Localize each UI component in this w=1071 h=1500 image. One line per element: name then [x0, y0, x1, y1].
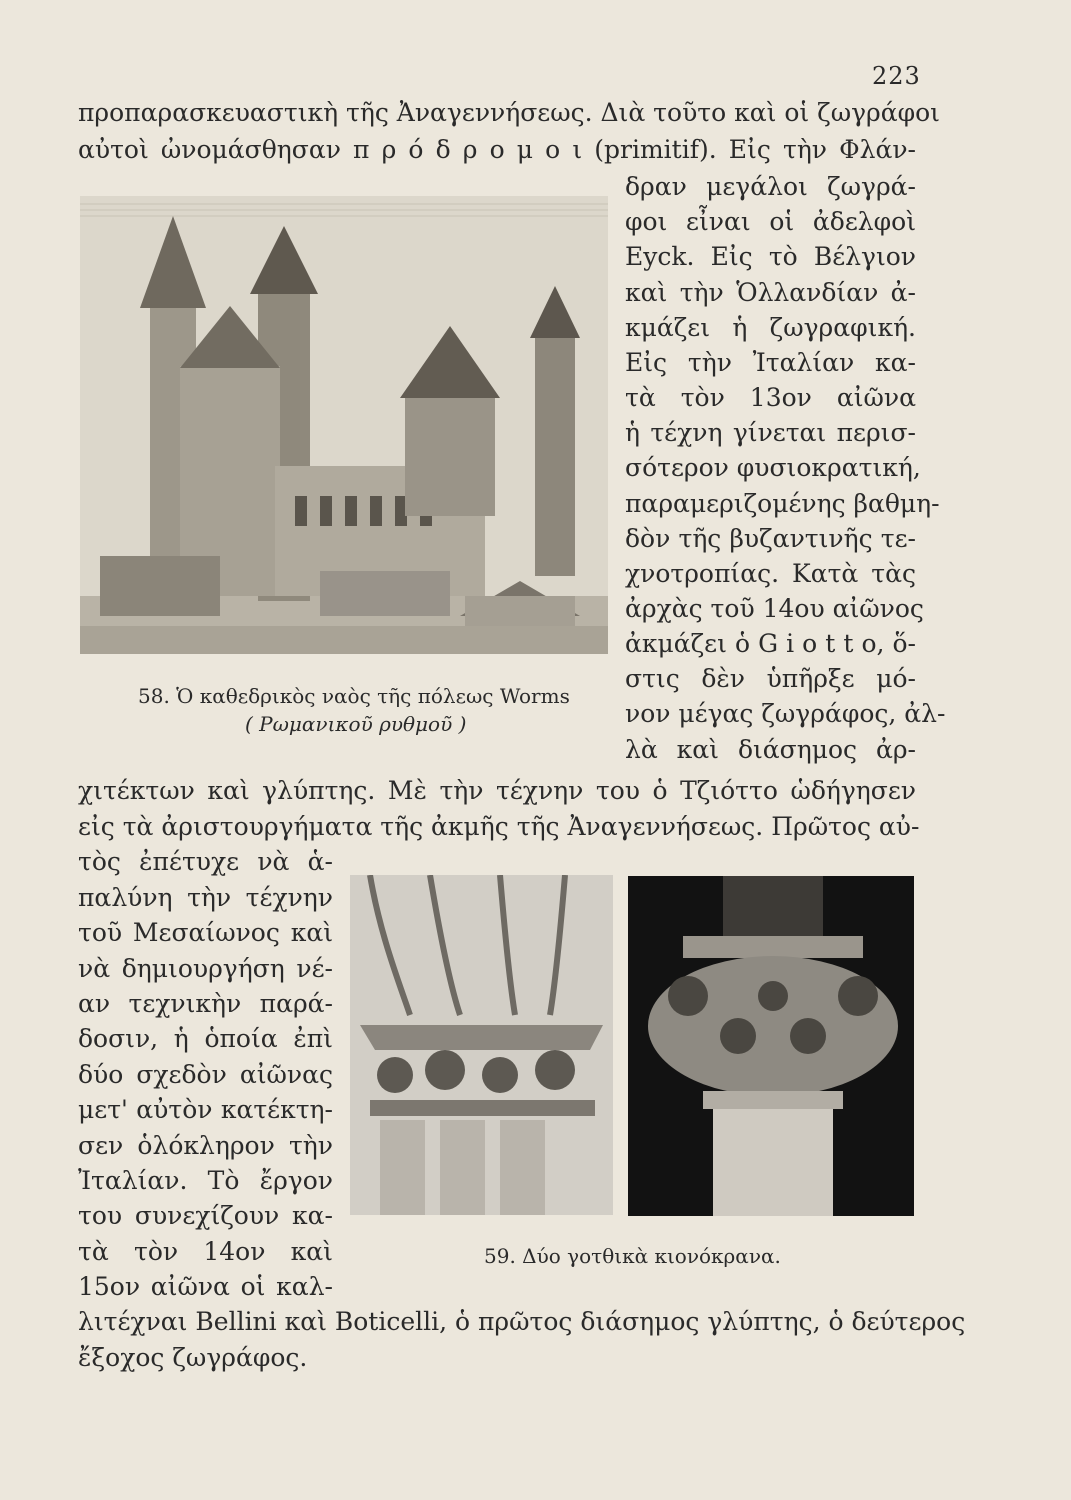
text-line: στις δὲν ὑπῆρξε μό-: [625, 664, 916, 693]
text-line: σότερον φυσιοκρατική,: [625, 453, 921, 482]
text-line: τὸς ἐπέτυχε νὰ ἁ-: [78, 847, 333, 876]
text-line: δὸν τῆς βυζαντινῆς τε-: [625, 524, 916, 553]
text-line: εἰς τὰ ἀριστουργήματα τῆς ἀκμῆς τῆς Ἀναγεννήσεως. Πρῶτος αὐ-: [78, 812, 920, 841]
text-line: αν τεχνικὴν παρά-: [78, 989, 333, 1018]
gothic-capital-photo-right: [628, 876, 914, 1216]
gothic-capital-photo-left: [350, 875, 613, 1215]
text-line: δύο σχεδὸν αἰῶνας: [78, 1060, 333, 1089]
text-line: τὰ τὸν 13ον αἰῶνα: [625, 383, 916, 412]
text-line: χνοτροπίας. Κατὰ τὰς: [625, 559, 916, 588]
text-line: 15ον αἰῶνα οἱ καλ-: [78, 1272, 333, 1301]
text-line: ἀρχὰς τοῦ 14ου αἰῶνος: [625, 594, 924, 623]
figure-58-subcaption: ( Ρωμανικοῦ ρυθμοῦ ): [245, 712, 467, 736]
text-line: παλύνη τὴν τέχνην: [78, 883, 333, 912]
text-line: λὰ καὶ διάσημος ἀρ-: [625, 735, 916, 764]
text-line: σεν ὁλόκληρον τὴν: [78, 1131, 333, 1160]
text-line: μετ' αὐτὸν κατέκτη-: [78, 1095, 333, 1124]
text-line: δραν μεγάλοι ζωγρά-: [625, 172, 916, 201]
text-line: ἔξοχος ζωγράφος.: [78, 1343, 308, 1372]
figure-59-caption: 59. Δύο γοτθικὰ κιονόκρανα.: [484, 1244, 781, 1268]
text-line: νον μέγας ζωγράφος, ἀλ-: [625, 699, 946, 728]
text-line: ἡ τέχνη γίνεται περισ-: [625, 418, 916, 447]
text-line: προπαρασκευαστικὴ τῆς Ἀναγεννήσεως. Διὰ τοῦτο καὶ οἱ ζωγράφοι: [78, 98, 940, 127]
text-line: τοῦ Μεσαίωνος καὶ: [78, 918, 333, 947]
text-line: νὰ δημιουργήση νέ-: [78, 954, 333, 983]
text-line: αὐτοὶ ὠνομάσθησαν π ρ ό δ ρ ο μ ο ι (primitif). Εἰς τὴν Φλάν-: [78, 135, 916, 164]
page-number: 223: [872, 62, 921, 90]
text-line: τὰ τὸν 14ον καὶ: [78, 1237, 333, 1266]
text-line: χιτέκτων καὶ γλύπτης. Μὲ τὴν τέχνην του ὁ Τζιόττο ὡδήγησεν: [78, 776, 916, 805]
text-line: Εἰς τὴν Ἰταλίαν κα-: [625, 348, 916, 377]
text-line: Eyck. Εἰς τὸ Βέλγιον: [625, 242, 916, 271]
text-line: λιτέχναι Bellini καὶ Boticelli, ὁ πρῶτος διάσημος γλύπτης, ὁ δεύτερος: [78, 1307, 966, 1336]
text-line: φοι εἶναι οἱ ἀδελφοὶ: [625, 207, 916, 236]
cathedral-worms-illustration: [80, 196, 608, 654]
text-line: παραμεριζομένης βαθμη-: [625, 489, 940, 518]
figure-58-caption: 58. Ὁ καθεδρικὸς ναὸς τῆς πόλεως Worms: [138, 684, 570, 708]
text-line: καὶ τὴν Ὁλλανδίαν ἀ-: [625, 278, 916, 307]
text-line: ἀκμάζει ὁ G i o t t o, ὅ-: [625, 629, 916, 658]
text-line: κμάζει ἡ ζωγραφική.: [625, 313, 916, 342]
text-line: Ἰταλίαν. Τὸ ἔργον: [78, 1166, 333, 1195]
text-line: δοσιν, ἡ ὁποία ἐπὶ: [78, 1024, 333, 1053]
text-line: του συνεχίζουν κα-: [78, 1201, 333, 1230]
